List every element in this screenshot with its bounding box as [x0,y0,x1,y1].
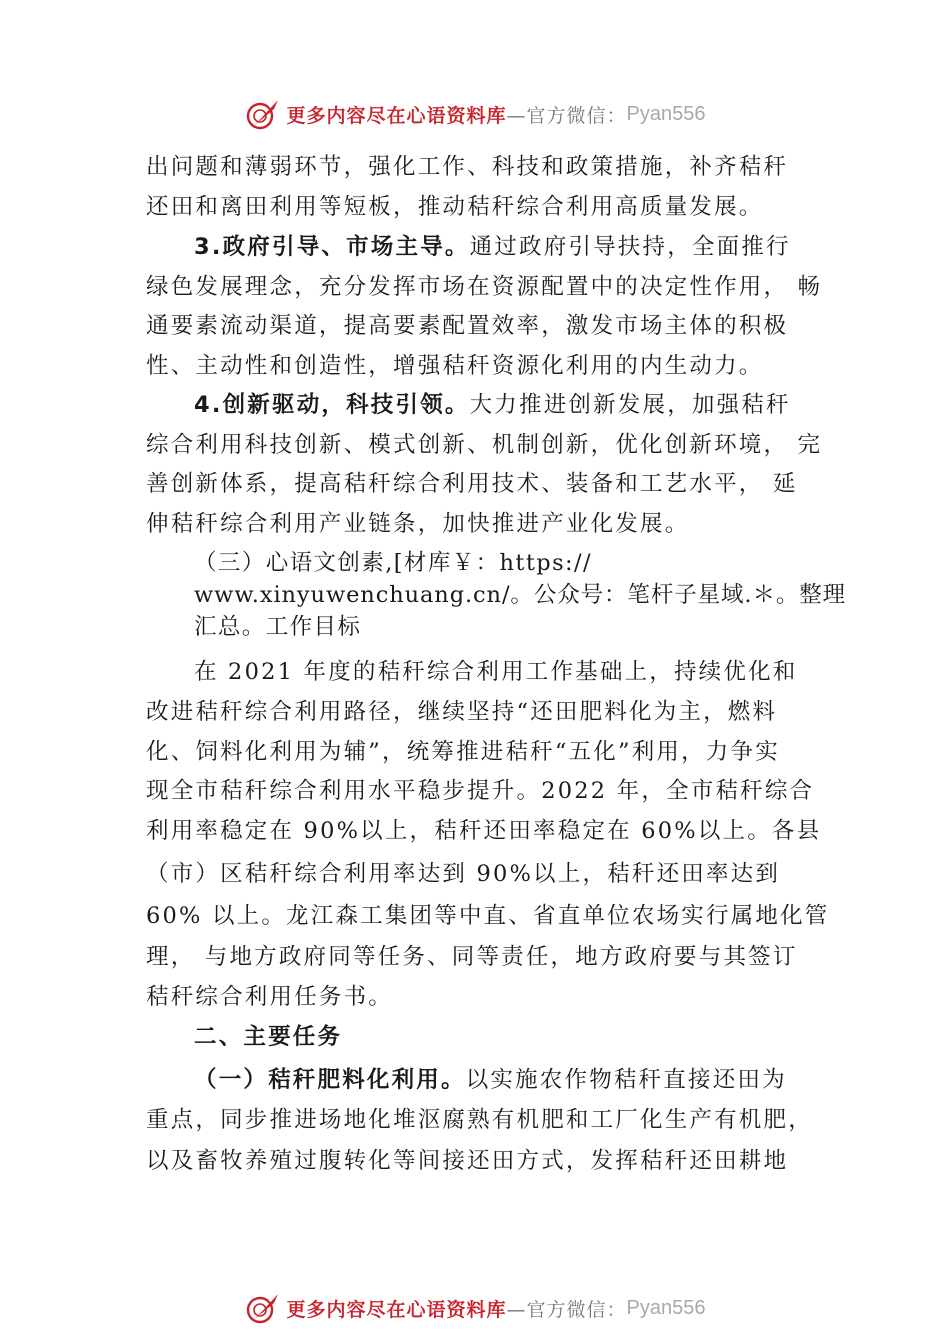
p4-line-1: （三）心语文创素,[材库￥：https:// [194,550,592,576]
p6-line-2: 重点，同步推进场地化堆沤腐熟有机肥和工厂化生产有机肥， [146,1107,813,1133]
p6-line-3: 以及畜牧养殖过腹转化等间接还田方式，发挥秸秆还田耕地 [146,1148,789,1174]
p6-line-1-text: 以实施农作物秸秆直接还田为 [465,1067,787,1093]
p5-line-6: （市）区秸秆综合利用率达到 90%以上，秸秆还田率达到 [146,861,781,887]
p2-line-2: 绿色发展理念，充分发挥市场在资源配置中的决定性作用， 畅 [146,274,823,300]
banner-wechat-label: —官方微信： [506,104,627,127]
p5-line-3: 化、饲料化利用为辅”，统筹推进秸秆“五化”利用，力争实 [146,739,780,765]
p5-line-7: 60% 以上。龙江森工集团等中直、省直单位农场实行属地化管 [146,903,830,929]
p3-line-2: 综合利用科技创新、模式创新、机制创新，优化创新环境， 完 [146,432,823,458]
banner-wechat-id: Pyan556 [626,1296,706,1319]
p5-line-1: 在 2021 年度的秸秆综合利用工作基础上，持续优化和 [194,659,798,685]
p2-line-3: 通要素流动渠道，提高要素配置效率，激发市场主体的积极 [146,313,789,339]
banner-site-text: 更多内容尽在心语资料库 [286,1298,507,1321]
p5-line-5: 利用率稳定在 90%以上，秸秆还田率稳定在 60%以上。各县 [146,818,822,844]
quill-logo-icon [245,97,283,131]
p5-line-4: 现全市秸秆综合利用水平稳步提升。2022 年，全市秸秆综合 [146,778,815,804]
p5-line-2: 改进秸秆综合利用路径，继续坚持“还田肥料化为主，燃料 [146,699,778,725]
p1-line-2: 还田和离田利用等短板，推动秸秆综合利用高质量发展。 [146,194,764,220]
p3-heading: 4.创新驱动，科技引领。 [194,392,470,418]
p2-line-1 [194,232,791,262]
banner-site-text: 更多内容尽在心语资料库 [286,104,507,127]
quill-logo-icon [245,1291,283,1325]
banner-wechat-id: Pyan556 [626,102,706,125]
p2-line-4: 性、主动性和创造性，增强秸秆资源化利用的内生动力。 [146,353,764,379]
header-banner [0,94,950,134]
p2-line-1-text: 通过政府引导扶持，全面推行 [469,234,791,260]
footer-banner [0,1288,950,1328]
p3-line-1 [194,390,791,420]
p6-heading: （一）秸秆肥料化利用。 [194,1067,466,1093]
p5-line-8: 理， 与地方政府同等任务、同等责任，地方政府要与其签订 [146,944,798,970]
banner-wechat-label: —官方微信： [506,1298,627,1321]
p3-line-4: 伸秸秆综合利用产业链条，加快推进产业化发展。 [146,511,690,537]
p3-line-1-text: 大力推进创新发展，加强秸秆 [469,392,791,418]
p4-line-3: 汇总。工作目标 [194,614,362,640]
p3-line-3: 善创新体系，提高秸秆综合利用技术、装备和工艺水平， 延 [146,471,798,497]
section-2-title: 二、主要任务 [194,1024,343,1050]
p5-line-9: 秸秆综合利用任务书。 [146,984,394,1010]
p6-line-1 [194,1065,787,1095]
p4-line-2: www.xinyuwenchuang.cn/。公众号：笔杆子星域.＊。整理 [194,582,847,608]
p2-heading: 3.政府引导、市场主导。 [194,234,470,260]
p1-line-1: 出问题和薄弱环节，强化工作、科技和政策措施，补齐秸秆 [146,154,789,180]
